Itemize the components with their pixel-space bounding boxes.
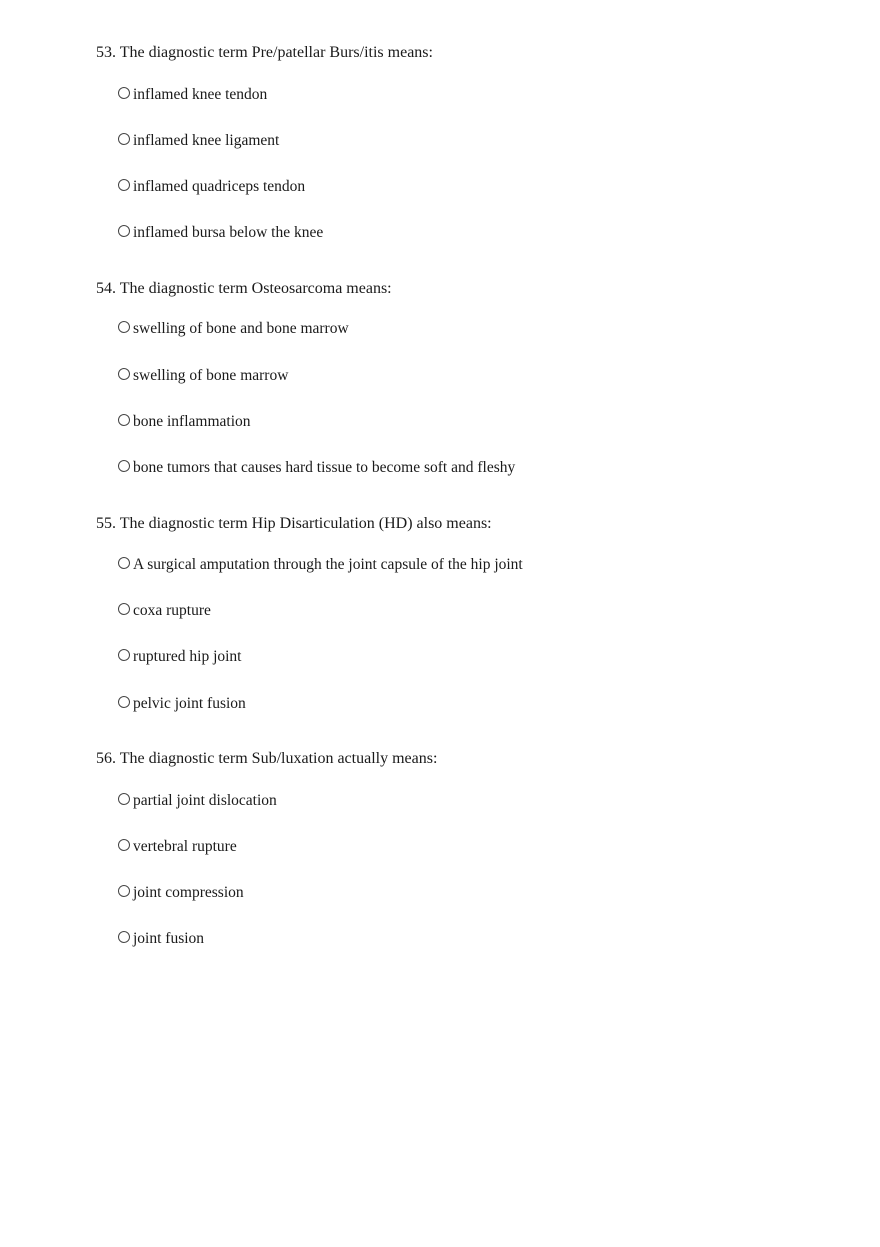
answer-option[interactable] (118, 319, 349, 339)
answer-option[interactable] (118, 647, 242, 667)
answer-label: bone inflammation (133, 413, 251, 430)
radio-button-icon[interactable] (118, 179, 130, 191)
answer-label: inflamed knee tendon (133, 86, 268, 103)
radio-button-icon[interactable] (118, 885, 130, 897)
answer-option[interactable] (118, 837, 237, 857)
answer-option[interactable] (118, 366, 288, 386)
radio-button-icon[interactable] (118, 414, 130, 426)
radio-button-icon[interactable] (118, 133, 130, 145)
radio-button-icon[interactable] (118, 603, 130, 615)
answer-label: partial joint dislocation (133, 792, 277, 809)
radio-button-icon[interactable] (118, 839, 130, 851)
answer-label: ruptured hip joint (133, 648, 242, 665)
question-53 (96, 43, 836, 241)
answer-label: bone tumors that causes hard tissue to become soft and fleshy (133, 459, 516, 476)
answer-option[interactable] (118, 223, 323, 243)
radio-button-icon[interactable] (118, 225, 130, 237)
answer-label: inflamed knee ligament (133, 132, 280, 149)
answer-label: pelvic joint fusion (133, 695, 246, 712)
answer-option[interactable] (118, 131, 279, 151)
answer-option[interactable] (118, 883, 244, 903)
answer-option[interactable] (118, 694, 246, 714)
answer-option[interactable] (118, 85, 267, 105)
answer-label: inflamed bursa below the knee (133, 224, 324, 241)
answer-label: vertebral rupture (133, 838, 237, 855)
answer-label: swelling of bone marrow (133, 367, 289, 384)
answer-option[interactable] (118, 458, 515, 478)
answer-label: joint compression (133, 884, 244, 901)
answer-label: swelling of bone and bone marrow (133, 320, 349, 337)
radio-button-icon[interactable] (118, 368, 130, 380)
answer-option[interactable] (118, 929, 204, 949)
answer-option[interactable] (118, 791, 277, 811)
answer-option[interactable] (118, 177, 305, 197)
answer-label: coxa rupture (133, 602, 211, 619)
answer-option[interactable] (118, 412, 251, 432)
radio-button-icon[interactable] (118, 649, 130, 661)
radio-button-icon[interactable] (118, 931, 130, 943)
radio-button-icon[interactable] (118, 557, 130, 569)
question-text: 53. The diagnostic term Pre/patellar Burs/itis means: (96, 44, 433, 61)
answer-label: inflamed quadriceps tendon (133, 178, 306, 195)
answer-label: A surgical amputation through the joint capsule of the hip joint (133, 556, 523, 573)
radio-button-icon[interactable] (118, 321, 130, 333)
question-text: 55. The diagnostic term Hip Disarticulation (HD) also means: (96, 515, 492, 532)
question-text: 54. The diagnostic term Osteosarcoma means: (96, 280, 392, 297)
question-56 (96, 749, 836, 947)
radio-button-icon[interactable] (118, 793, 130, 805)
answer-label: joint fusion (133, 930, 205, 947)
question-55 (96, 514, 836, 712)
radio-button-icon[interactable] (118, 460, 130, 472)
answer-option[interactable] (118, 601, 211, 621)
radio-button-icon[interactable] (118, 696, 130, 708)
radio-button-icon[interactable] (118, 87, 130, 99)
question-54 (96, 279, 836, 476)
answer-option[interactable] (118, 555, 523, 575)
question-text: 56. The diagnostic term Sub/luxation actually means: (96, 750, 438, 767)
